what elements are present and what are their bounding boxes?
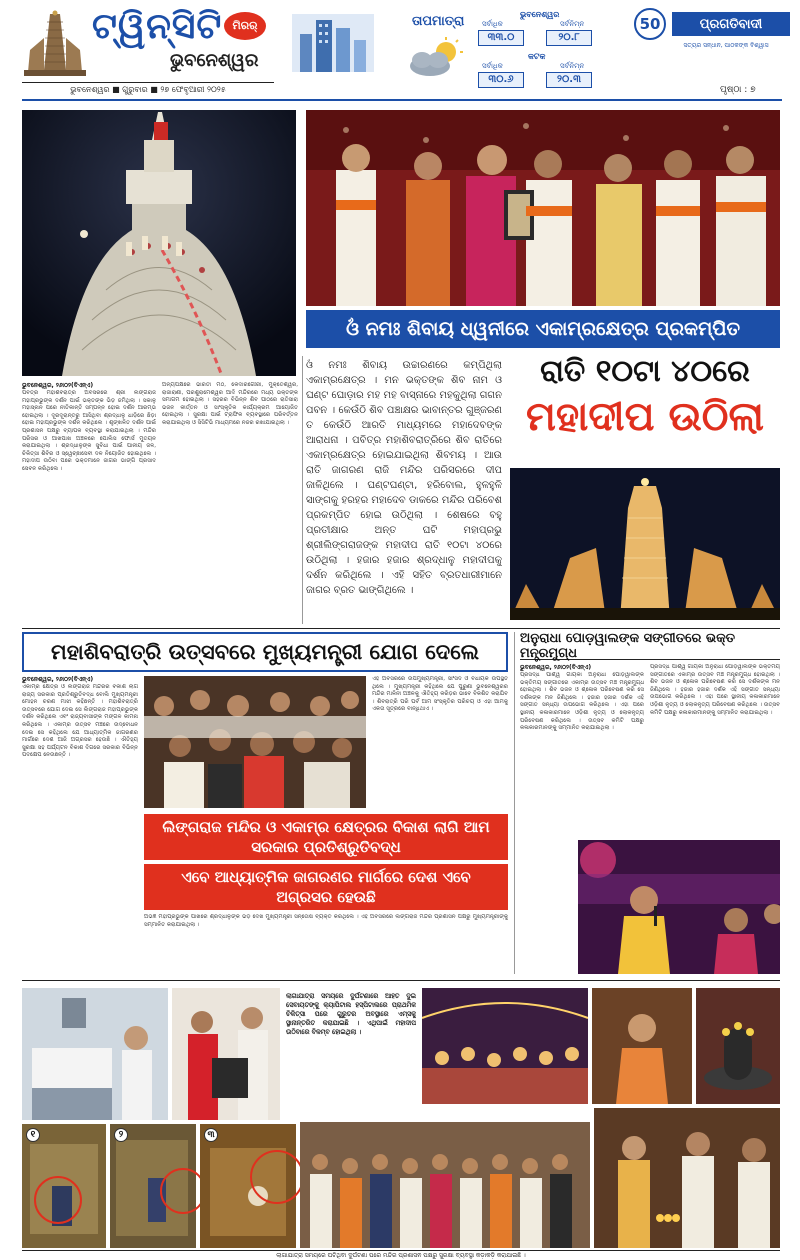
weather-max-label-1: ସର୍ବାଧିକ (482, 20, 503, 28)
masthead (0, 0, 800, 100)
lead-headline-2: ମହାଦୀପ ଉଠିଲା (526, 394, 764, 440)
cm-body-right: ଏହି ଅବସରରେ ଉପମୁଖ୍ୟମନ୍ତ୍ରୀ, ସାଂସଦ ଓ ବିଧାୟକ ଉପସ୍ଥିତ ଥିଲେ । ମୁଖ୍ୟମନ୍ତ୍ରୀ କହିଥିଲେ ଯେ ପୁରୁଣା ଭୁବନେଶ୍ୱରର ମନ୍ଦିର ମାଳିନୀ ଅଞ୍ଚଳକୁ ଐତିହ୍ୟ କରିଡ଼ର ଭାବେ ବିକଶିତ କରାଯିବ । ଶିବରାତ୍ରି ପରି ପର୍ବ ଆମ ସଂସ୍କୃତିର ପରିଚୟ ଓ ଏହା ଆମକୁ ଏକତା ସୂତ୍ରରେ ବାନ୍ଧିଥାଏ । (372, 676, 508, 713)
weather-label: ତାପମାତ୍ରା (412, 14, 465, 29)
city-skyline-icon (292, 14, 374, 72)
section-rule-2 (22, 980, 780, 981)
dateline: ଭୁବନେଶ୍ୱର ■ ଗୁରୁବାର ■ ୨୭ ଫେବୃଆରୀ ୨୦୨୫ (70, 85, 226, 94)
cm-headline: ମହାଶିବରାତ୍ରି ଉତ୍ସବରେ ମୁଖ୍ୟମନ୍ତ୍ରୀ ଯୋଗ ଦେଲେ (22, 632, 508, 672)
masthead-title: ଟ୍ୱିନ୍‌ସିଟି (92, 6, 223, 47)
weather-c1-min: ୨୦.୮ (546, 30, 592, 46)
weather-min-label-1: ସର୍ବନିମ୍ନ (560, 20, 585, 28)
highlight-ring-3 (250, 1150, 304, 1204)
cm-crowd-photo (144, 676, 366, 808)
masthead-city: ଭୁବନେଶ୍ୱର (170, 50, 259, 71)
night-festival-photo (422, 988, 588, 1104)
weather-c2-min: ୨୦.୩ (546, 72, 592, 88)
singer-photo (578, 840, 780, 974)
lamp-lighting-photo (594, 1108, 780, 1248)
left-body: ପବିତ୍ର ମହାଶିବରାତ୍ରି ଅବସରରେ ଶ୍ରୀ ଲିଙ୍ଗରାଜ ମହାପ୍ରଭୁଙ୍କ ଦର୍ଶନ ପାଇଁ ଭକ୍ତଙ୍କ ଭିଡ଼ ଜମିଥିଲା । ସକାଳୁ ମହାସ୍ନାନ ପରେ ନୀତିକାନ୍ତି ସମ୍ପନ୍ନ ହୋଇ ଦର୍ଶନ ଆରମ୍ଭ ହୋଇଥିଲା । ଦୂରଦୂରାନ୍ତରୁ ଆସିଥିବା ଶ୍ରଦ୍ଧାଳୁ ଧାଡ଼ିରେ ଛିଡ଼ା ହୋଇ ମହାପ୍ରଭୁଙ୍କ ଦର୍ଶନ କରିଥିଲେ । ଶୃଙ୍ଖଳିତ ଦର୍ଶନ ପାଇଁ ପ୍ରଶାସନ ପକ୍ଷରୁ ବ୍ୟାପକ ବ୍ୟବସ୍ଥା କରାଯାଇଥିଲା । ମନ୍ଦିର ପରିସର ଓ ଆଖପାଖ ଅଞ୍ଚଳରେ ପୋଲିସ ଫୋର୍ସ ମୁତୟନ କରାଯାଇଥିଲା । ଶ୍ରଦ୍ଧାଳୁଙ୍କ ସୁବିଧା ପାଇଁ ପାନୀୟ ଜଳ, ଚିକିତ୍ସା ଶିବିର ଓ ସ୍ୱେଚ୍ଛାସେବୀ ଦଳ ନିୟୋଜିତ ହୋଇଥିଲେ । ମହାଦୀପ ଉଠିବା ପରେ ଭକ୍ତମାନେ ଜାଗର ଭାଙ୍ଗି ପ୍ରସାଦ ସେବନ କରିଥିଲେ । (22, 390, 156, 472)
footer-text: ଲାଗାଯାତ୍ରା ସମୟରେ ଘଟିଥିବା ଦୁର୍ଘଟଣା ପରେ ମନ୍ଦିର ପ୍ରଶାସନ ପକ୍ଷରୁ ସୁରକ୍ଷା ବ୍ୟବସ୍ଥା କଡ଼ାକଡ଼ି କରାଯାଇଛି । (276, 1252, 526, 1259)
section-rule-1 (22, 628, 780, 629)
cm-quote-2: ଏବେ ଆଧ୍ୟାତ୍ମିକ ଜାଗରଣର ମାର୍ଗରେ ଦେଶ ଏବେ ଅଗ୍ରସର ହେଉଛି (144, 864, 508, 910)
column-divider-1 (302, 356, 303, 624)
hospital-photo-2 (172, 988, 280, 1120)
mid-body: ଅନ୍ୟପକ୍ଷରେ ଭାରତୀ ମଠ, କେଦାରଗୌରୀ, ମୁକ୍ତେଶ୍ୱର, ରାଜାରାଣୀ, ପରଶୁରାମେଶ୍ୱର ଆଦି ମନ୍ଦିରରେ ମଧ୍ୟ ଭକ୍ତଙ୍କ ସମାଗମ ହୋଇଥିଲା । ସହରର ବିଭିନ୍ନ ଶିବ ପୀଠରେ ରାତିସାରା ଭଜନ କୀର୍ତ୍ତନ ଓ ସାଂସ୍କୃତିକ କାର୍ଯ୍ୟକ୍ରମ ଆୟୋଜିତ ହୋଇଥିଲା । ସୁରକ୍ଷା ପାଇଁ ଟ୍ରାଫିକ ବ୍ୟବସ୍ଥାରେ ପରିବର୍ତ୍ତନ କରାଯାଇଥିଲା ଓ ସିସିଟିଭି ମାଧ୍ୟମରେ ନଜର ରଖାଯାଇଥିଲା । (162, 382, 298, 426)
brand-tagline: ସତ୍ୟର ସନ୍ଧାନ, ପାଠକଙ୍କ ବିଶ୍ୱାସ (683, 42, 769, 49)
anuradha-body-2: ପ୍ରସିଦ୍ଧ ପାର୍ଶ୍ୱ ଗାୟିକା ଅନୁରାଧା ପୋଡ଼ୱାଲଙ୍କ ଭକ୍ତିମୟ ସଙ୍ଗୀତରେ ଏକାମ୍ର ଉତ୍ସବ ମଞ୍ଚ ମନ୍ତ୍ରମୁଗ୍ଧ ହୋଇଥିଲା । ଶିବ ଭଜନ ଓ ଶ୍ଳୋକ ପରିବେଷଣ କରି ସେ ଦର୍ଶକଙ୍କ ମନ ଜିଣିଥିଲେ । ହଜାର ହଜାର ଦର୍ଶକ ଏହି ସଙ୍ଗୀତ ସନ୍ଧ୍ୟା ଉପଭୋଗ କରିଥିଲେ । ଏହା ପରେ ସ୍ଥାନୀୟ କଳାକାରମାନେ ଓଡ଼ିଶୀ ନୃତ୍ୟ ଓ ଲୋକନୃତ୍ୟ ପରିବେଷଣ କରିଥିଲେ । ଉତ୍ସବ କମିଟି ପକ୍ଷରୁ କଳାକାରମାନଙ୍କୁ ସମ୍ମାନିତ କରାଯାଇଥିଲା । (650, 664, 780, 716)
brand-name: ପ୍ରଗତିବାଦୀ (672, 12, 790, 36)
cm-body-bottom: ଅଭିଜ୍ଞ ମହାପ୍ରଭୁଙ୍କ ପାଖରେ ଶ୍ରଦ୍ଧାଳୁଙ୍କ ଭିଡ଼ ଦେଖି ମୁଖ୍ୟମନ୍ତ୍ରୀ ସନ୍ତୋଷ ବ୍ୟକ୍ତ କରିଥିଲେ । ଏହି ଅବସରରେ ଲିଙ୍ଗରାଜ ମନ୍ଦିର ପ୍ରଶାସନ ପକ୍ଷରୁ ମୁଖ୍ୟମନ୍ତ୍ରୀଙ୍କୁ ସମ୍ମାନିତ କରାଯାଇଥିଲା । (144, 914, 508, 928)
lit-temple-photo (510, 468, 780, 620)
cm-quote-1: ଲିଙ୍ଗରାଜ ମନ୍ଦିର ଓ ଏକାମ୍ର କ୍ଷେତ୍ରର ବିକାଶ ଲାଗି ଆମ ସରକାର ପ୍ରତିଶ୍ରୁତିବଦ୍ଧ (144, 814, 508, 860)
lead-headline-1: ରାତି ୧୦ଟା ୪୦ରେ (540, 354, 750, 389)
photo-badge-1: ୧ (26, 1128, 40, 1142)
dateline-rule (22, 82, 274, 83)
column-divider-2 (514, 632, 515, 974)
weather-city2: କଟକ (528, 52, 546, 61)
weather-c2-max: ୩୦.୬ (478, 72, 524, 88)
highlight-ring-1 (34, 1176, 82, 1224)
photo-badge-2: ୨ (114, 1128, 128, 1142)
weather-city1: ଭୁବନେଶ୍ୱର (520, 10, 560, 19)
lead-kicker: ଓଁ ନମଃ ଶିବାୟ ଧ୍ୱନୀରେ ଏକାମ୍ରକ୍ଷେତ୍ର ପ୍ରକମ୍ପିତ (306, 310, 780, 348)
temple-dome-photo (22, 110, 296, 376)
anuradha-body-1: ପ୍ରସିଦ୍ଧ ପାର୍ଶ୍ୱ ଗାୟିକା ଅନୁରାଧା ପୋଡ଼ୱାଲଙ୍କ ଭକ୍ତିମୟ ସଙ୍ଗୀତରେ ଏକାମ୍ର ଉତ୍ସବ ମଞ୍ଚ ମନ୍ତ୍ରମୁଗ୍ଧ ହୋଇଥିଲା । ଶିବ ଭଜନ ଓ ଶ୍ଳୋକ ପରିବେଷଣ କରି ସେ ଦର୍ଶକଙ୍କ ମନ ଜିଣିଥିଲେ । ହଜାର ହଜାର ଦର୍ଶକ ଏହି ସଙ୍ଗୀତ ସନ୍ଧ୍ୟା ଉପଭୋଗ କରିଥିଲେ । ଏହା ପରେ ସ୍ଥାନୀୟ କଳାକାରମାନେ ଓଡ଼ିଶୀ ନୃତ୍ୟ ଓ ଲୋକନୃତ୍ୟ ପରିବେଷଣ କରିଥିଲେ । ଉତ୍ସବ କମିଟି ପକ୍ଷରୁ କଳାକାରମାନଙ୍କୁ ସମ୍ମାନିତ କରାଯାଇଥିଲା । (520, 672, 644, 732)
weather-min-label-2: ସର୍ବନିମ୍ନ (560, 62, 585, 70)
lead-body: ଓଁ ନମଃ ଶିବାୟ ଉଚ୍ଚାରଣରେ କମ୍ପିଥିଲା ଏକାମ୍ରକ୍ଷେତ୍ର । ମନ ଭକ୍ତଙ୍କ ଶିବ ନାମ ଓ ଘଣ୍ଟ ଘୋଡ଼ାର ମହ ମହ ବାସ୍ନାରେ ମହକୁଥିଲା ଗଗନ ପବନ । କେଉଁଠି ଶିବ ପଞ୍ଚାକ୍ଷର ଭାବାନ୍ତର ଗୁଞ୍ଜରଣ ତ କେଉଁଠି ଆରତି ମାଧ୍ୟମରେ ମହାଦେବଙ୍କ ଆରାଧନା । ପବିତ୍ର ମହାଶିବରାତ୍ରିରେ ଶିବ ରାତିରେ ଏକାମ୍ରକ୍ଷେତ୍ର ହୋଇଯାଇଥିଲା ଶିବମୟ । ଆଉ ରାତି ଜାଗରଣ ରାଜି ମନ୍ଦିର ପରିସରରେ ଦୀପ ଜାଳିଥିଲେ । ଘଣ୍ଟଘଣ୍ଟା, ହରିବୋଲ, ହୁଳହୁଳି ସାଙ୍ଗକୁ ହରହର ମହାଦେବ ଡାକରେ ମନ୍ଦିର ପରିବେଶ ପ୍ରକମ୍ପିତ ହୋଇ ଉଠିଥିଲା । ଶେଷରେ ବହୁ ପ୍ରତୀକ୍ଷାର ଅନ୍ତ ଘଟି ମହାପ୍ରଭୁ ଶ୍ରୀଲିଙ୍ଗରାଜଙ୍କ ମହାଦୀପ ରାତି ୧୦ଟା ୪୦ରେ ଉଠିଥିଲା । ହଜାର ହଜାର ଶ୍ରଦ୍ଧାଳୁ ମହାଦୀପକୁ ଦର୍ଶନ କରିଥିଲେ । ଏହି ସହିତ ବ୍ରତଧାରୀମାନେ ଜାଗର ବ୍ରତ ଭାଙ୍ଗିଥିଲେ । (306, 360, 502, 596)
cm-body-left: ଏକାମ୍ର କ୍ଷେତ୍ର ଓ ଲିଙ୍ଗରାଜ ମନ୍ଦିରର ବିକାଶ ଲାଗି ରାଜ୍ୟ ସରକାର ପ୍ରତିଶ୍ରୁତିବଦ୍ଧ ବୋଲି ମୁଖ୍ୟମନ୍ତ୍ରୀ ମୋହନ ଚରଣ ମାଝୀ କହିଛନ୍ତି । ମହାଶିବରାତ୍ରି ଉତ୍ସବରେ ଯୋଗ ଦେଇ ସେ ଲିଙ୍ଗରାଜ ମହାପ୍ରଭୁଙ୍କ ଦର୍ଶନ କରିଥିଲେ ଏବଂ ରାଜ୍ୟବାସୀଙ୍କ ମଙ୍ଗଳ କାମନା କରିଥିଲେ । ଏକାମ୍ର ଉତ୍ସବ ମଞ୍ଚରେ ଉଦ୍‌ବୋଧନ ଦେଇ ସେ କହିଥିଲେ ଯେ ଆଧ୍ୟାତ୍ମିକ ଜାଗରଣର ମାର୍ଗରେ ଦେଶ ଆଜି ଅଗ୍ରସର ହେଉଛି । ଐତିହ୍ୟ ସୁରକ୍ଷା ସହ ପର୍ଯ୍ୟଟନ ବିକାଶ ଦିଗରେ ସରକାର ବିଭିନ୍ନ ପଦକ୍ଷେପ ନେଉଛନ୍ତି । (22, 684, 138, 759)
masthead-rule (22, 99, 782, 101)
page-number: ପୃଷ୍ଠା : ୭ (720, 85, 756, 95)
anuradha-headline: ଅନୁରାଧା ପୋଡ଼ୱାଲଙ୍କ ସଙ୍ଗୀତରେ ଭକ୍ତ ମନ୍ତ୍ରମୁଗ୍ଧ (520, 632, 780, 660)
anniversary-badge (634, 8, 666, 40)
weather-c1-max: ୩୩.୦ (478, 30, 524, 46)
hospital-photo-1 (22, 988, 168, 1120)
photo-badge-3: ୩ (204, 1128, 218, 1142)
left-byline: ଭୁବନେଶ୍ୱର, ୨୬ାଠ୨(ବିଏନ୍‌ଏ) (22, 382, 94, 389)
cloud-sun-icon (404, 36, 468, 80)
devotee-photo (592, 988, 692, 1104)
temple-logo-icon (20, 10, 90, 80)
crowd-gathering-photo (300, 1122, 590, 1248)
footer-rule (22, 1250, 780, 1251)
shiva-linga-photo (696, 988, 780, 1104)
cm-byline: ଭୁବନେଶ୍ୱର, ୨୬ାଠ୨(ବିଏନ୍‌ଏ) (22, 676, 94, 683)
masthead-tag: ମିରର୍‌ (224, 12, 266, 40)
anniversary-years: 50 (639, 15, 661, 33)
anuradha-byline: ଭୁବନେଶ୍ୱର, ୨୬ାଠ୨(ବିଏନ୍‌ଏ) (520, 664, 592, 671)
accident-caption: ଲାଗାଯାତ୍ରା ସମୟରେ ଦୁର୍ଘଟଣାରେ ଆହତ ଦୁଇ ସେବାୟତଙ୍କୁ କ୍ୟାପିଟାଲ ହସ୍ପିଟାଲରେ ପ୍ରାଥମିକ ଚିକିତ୍ସା ପରେ ଗୁରୁତର ଅବସ୍ଥାରେ ଏମ୍‌ସକୁ ସ୍ଥାନାନ୍ତରିତ କରାଯାଇଛି । ଏଥିପାଇଁ ମହାଦୀପ ଉଠିବାରେ ବିଳମ୍ବ ହୋଇଥିଲା । (286, 992, 416, 1036)
stage-felicitation-photo (306, 110, 780, 306)
weather-max-label-2: ସର୍ବାଧିକ (482, 62, 503, 70)
